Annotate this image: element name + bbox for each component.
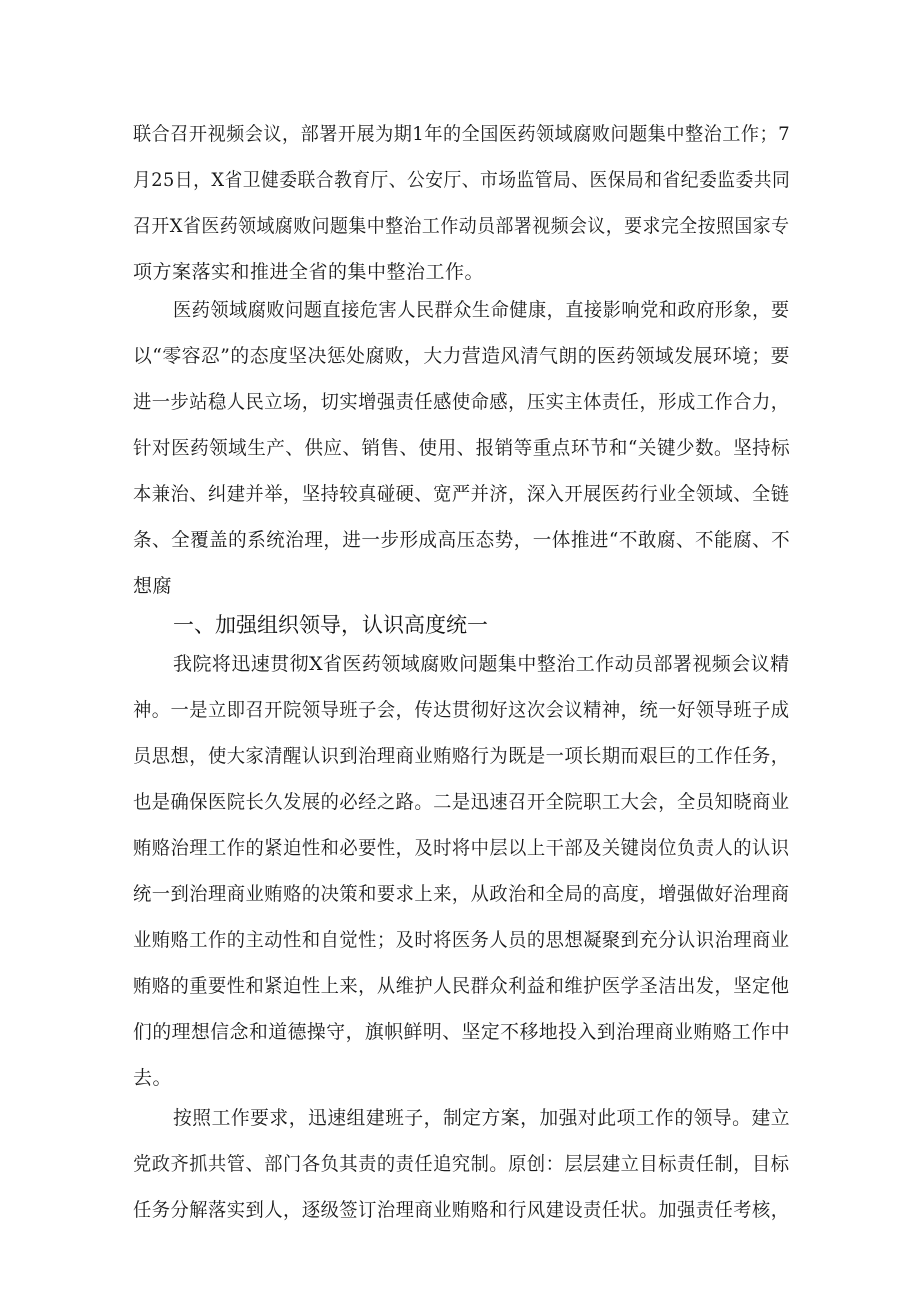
text-line: 召开X省医药领域腐败问题集中整治工作动员部署视频会议，要求完全按照国家专 <box>133 215 790 237</box>
text-line: 按照工作要求，迅速组建班子，制定方案，加强对此项工作的领导。建立 <box>173 1107 791 1129</box>
text-line: 业贿赂工作的主动性和自觉性；及时将医务人员的思想凝聚到充分认识治理商业 <box>133 929 790 951</box>
text-line: 员思想，使大家清醒认识到治理商业贿赂行为既是一项长期而艰巨的工作任务， <box>133 745 790 767</box>
text-line: 也是确保医院长久发展的必经之路。二是迅速召开全院职工大会，全员知晓商业 <box>133 791 790 813</box>
text-line: 们的理想信念和道德操守，旗帜鲜明、坚定不移地投入到治理商业贿赂工作中 <box>133 1021 791 1043</box>
text-line: 医药领域腐败问题直接危害人民群众生命健康，直接影响党和政府形象，要 <box>173 299 790 321</box>
section-heading: 一、加强组织领导，认识高度统一 <box>173 613 488 637</box>
text-line: 神。一是立即召开院领导班子会，传达贯彻好这次会议精神，统一好领导班子成 <box>133 699 790 721</box>
text-line: 我院将迅速贯彻X省医药领域腐败问题集中整治工作动员部署视频会议精 <box>173 653 790 675</box>
text-line: 党政齐抓共管、部门各负其责的责任追究制。原创：层层建立目标责任制，目标 <box>133 1153 790 1175</box>
text-line: 以“零容忍”的态度坚决惩处腐败，大力营造风清气朗的医药领域发展环境；要 <box>133 345 790 367</box>
text-line: 去。 <box>133 1067 173 1089</box>
text-line: 进一步站稳人民立场，切实增强责任感使命感，压实主体责任，形成工作合力， <box>133 391 790 413</box>
text-line: 统一到治理商业贿赂的决策和要求上来，从政治和全局的高度，增强做好治理商 <box>133 883 790 905</box>
text-line: 针对医药领域生产、供应、销售、使用、报销等重点环节和“关键少数。坚持标 <box>133 437 791 459</box>
text-line: 贿赂的重要性和紧迫性上来，从维护人民群众利益和维护医学圣洁出发，坚定他 <box>133 975 790 997</box>
text-line: 本兼治、纠建并举，坚持较真碰硬、宽严并济，深入开展医药行业全领域、全链 <box>133 483 790 505</box>
text-line: 任务分解落实到人，逐级签订治理商业贿赂和行风建设责任状。加强责任考核， <box>133 1199 790 1221</box>
text-line: 想腐 <box>133 575 173 597</box>
text-line: 月25日，X省卫健委联合教育厅、公安厅、市场监管局、医保局和省纪委监委共同 <box>133 169 791 191</box>
text-line: 项方案落实和推进全省的集中整治工作。 <box>133 261 485 283</box>
text-line: 联合召开视频会议，部署开展为期1年的全国医药领域腐败问题集中整治工作；7 <box>133 123 791 145</box>
text-line: 条、全覆盖的系统治理，进一步形成高压态势，一体推进“不敢腐、不能腐、不 <box>133 529 791 551</box>
text-line: 贿赂治理工作的紧迫性和必要性，及时将中层以上干部及关键岗位负责人的认识 <box>133 837 790 859</box>
